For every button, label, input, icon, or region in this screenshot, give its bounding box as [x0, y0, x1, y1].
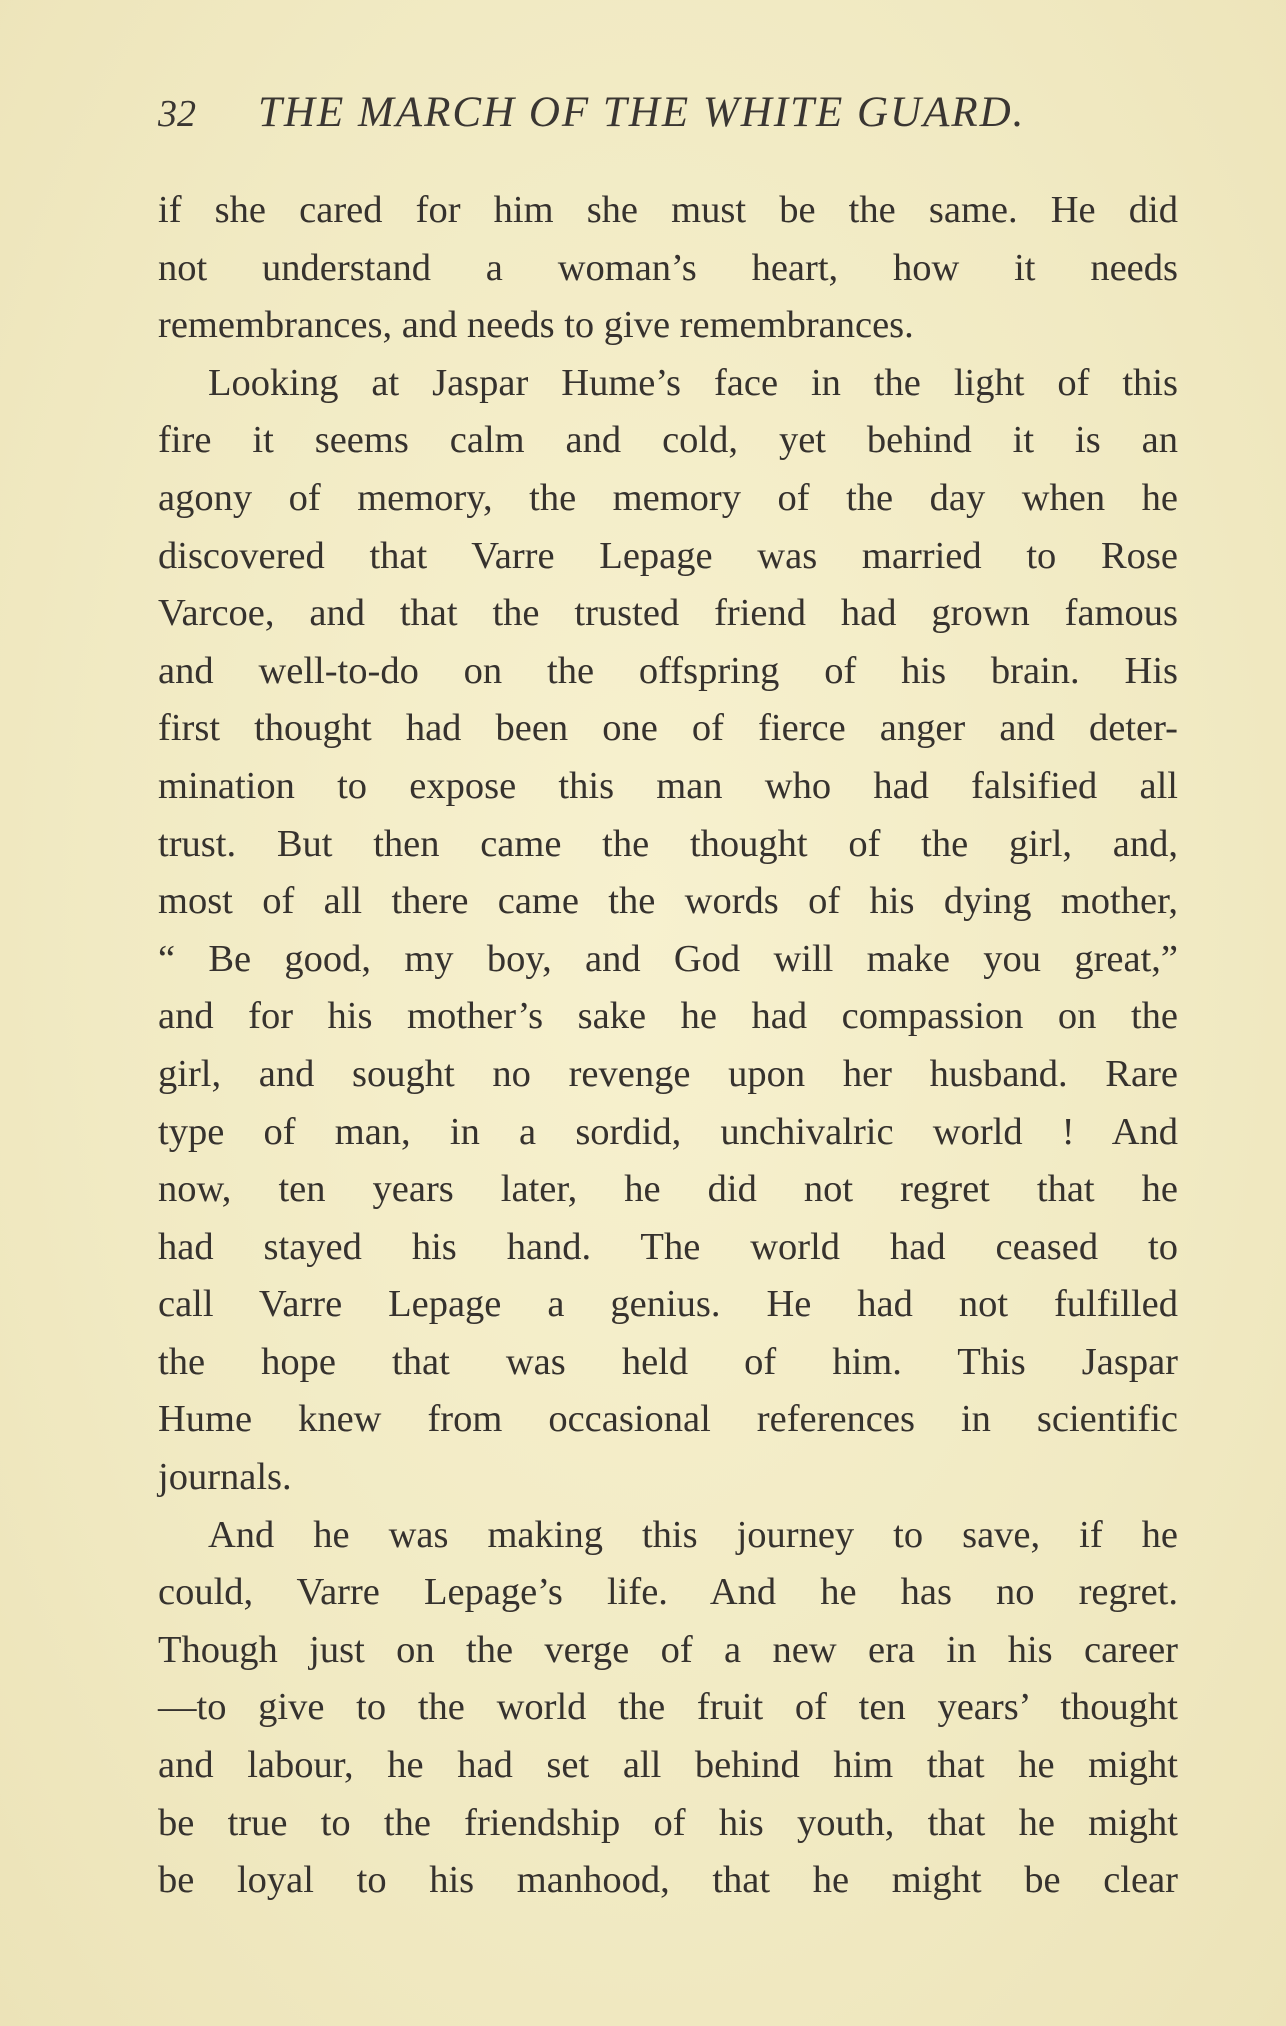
- text-line: not understand a woman’s heart, how it needs: [158, 246, 1178, 289]
- text-line: trust. But then came the thought of the girl, and,: [158, 822, 1178, 865]
- text-line: had stayed his hand. The world had ceased to: [158, 1225, 1178, 1268]
- text-line: could, Varre Lepage’s life. And he has no regret.: [158, 1571, 1178, 1614]
- text-line: the hope that was held of him. This Jaspar: [158, 1340, 1178, 1383]
- body-text: [158, 182, 1178, 1910]
- text-line: girl, and sought no revenge upon her husband. Rare: [158, 1052, 1178, 1095]
- page-number: 32: [158, 93, 196, 135]
- text-line: “ Be good, my boy, and God will make you great,”: [158, 937, 1178, 980]
- text-line: fire it seems calm and cold, yet behind it is an: [158, 419, 1178, 462]
- text-line: and labour, he had set all behind him that he might: [158, 1744, 1178, 1787]
- text-line: be true to the friendship of his youth, that he might: [158, 1801, 1178, 1844]
- text-line: Looking at Jaspar Hume’s face in the light of this: [208, 361, 1178, 404]
- text-line: Though just on the verge of a new era in his career: [158, 1628, 1178, 1671]
- text-line: now, ten years later, he did not regret that he: [158, 1168, 1178, 1211]
- text-line: Hume knew from occasional references in scientific: [158, 1398, 1178, 1441]
- text-line: first thought had been one of fierce anger and deter-: [158, 707, 1178, 750]
- text-line: type of man, in a sordid, unchivalric world ! And: [158, 1110, 1178, 1153]
- text-line: most of all there came the words of his dying mother,: [158, 880, 1178, 923]
- text-line: remembrances, and needs to give remembrances.: [158, 304, 914, 347]
- text-line: call Varre Lepage a genius. He had not fulfilled: [158, 1283, 1178, 1326]
- text-line: and for his mother’s sake he had compassion on the: [158, 995, 1178, 1038]
- page-header: [158, 88, 1118, 148]
- text-line: if she cared for him she must be the same. He did: [158, 189, 1178, 231]
- text-line: and well-to-do on the offspring of his brain. His: [158, 649, 1178, 692]
- text-line: agony of memory, the memory of the day when he: [158, 476, 1178, 519]
- text-line: journals.: [158, 1456, 292, 1499]
- text-line: be loyal to his manhood, that he might be clear: [158, 1859, 1178, 1902]
- text-line: And he was making this journey to save, if he: [208, 1513, 1178, 1556]
- text-line: discovered that Varre Lepage was married to Rose: [158, 534, 1178, 577]
- text-line: —to give to the world the fruit of ten years’ thought: [158, 1686, 1178, 1729]
- text-line: mination to expose this man who had falsified all: [158, 764, 1178, 807]
- running-title: THE MARCH OF THE WHITE GUARD.: [258, 89, 1026, 136]
- text-line: Varcoe, and that the trusted friend had grown famous: [158, 592, 1178, 635]
